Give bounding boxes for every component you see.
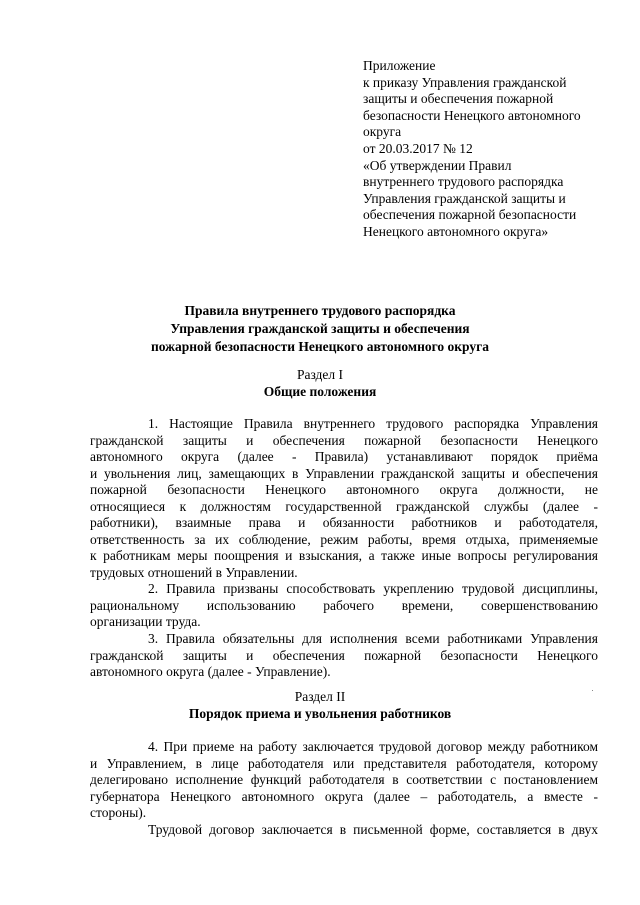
title-line: Правила внутреннего трудового распорядка <box>184 303 456 318</box>
appendix-block <box>363 58 613 241</box>
appendix-line: защиты и обеспечения пожарной <box>363 91 554 107</box>
paragraph-line: делегировано исполнение функций работодателя в соответствии с постановлением <box>90 772 598 787</box>
paragraph-line: трудовых отношений в Управлении. <box>90 564 298 580</box>
appendix-line: внутреннего трудового распорядка <box>363 174 564 190</box>
scan-speck <box>592 690 593 691</box>
appendix-line: Приложение <box>363 58 436 73</box>
appendix-line: от 20.03.2017 № 12 <box>363 140 473 156</box>
paragraph-line: 1. Настоящие Правила внутреннего трудового распорядка Управления <box>148 416 598 431</box>
paragraph-2 <box>90 581 598 631</box>
paragraph-line: ответственность за их соблюдение, режим работы, время отдыха, применяемые <box>90 531 598 547</box>
document-title <box>80 302 560 356</box>
paragraph-line: стороны). <box>90 805 147 820</box>
paragraph-line: Трудовой договор заключается в письменной форме, составляется в двух <box>148 822 598 837</box>
appendix-line: Управления гражданской защиты и <box>363 190 566 206</box>
appendix-line: обеспечения пожарной безопасности <box>363 207 577 223</box>
paragraph-line: гражданской защиты и обеспечения пожарной безопасности Ненецкого <box>90 647 598 663</box>
paragraph-line: к работникам меры поощрения и взыскания, а также иные вопросы регулирования <box>90 548 598 563</box>
appendix-line: «Об утверждении Правил <box>363 157 512 173</box>
section-1-title: Общие положения <box>263 384 377 399</box>
paragraph-line: 3. Правила обязательны для исполнения всеми работниками Управления <box>148 631 598 646</box>
section-2-title: Порядок приема и увольнения работников <box>188 706 452 721</box>
paragraph-3 <box>90 631 598 681</box>
appendix-line: к приказу Управления гражданской <box>363 74 567 90</box>
paragraph-line: и увольнения лиц, замещающих в Управлении гражданской защиты и обеспечения <box>90 465 598 481</box>
paragraph-line: и Управлением, в лице работодателя или представителя работодателя, которому <box>90 755 598 771</box>
section-2-label: Раздел II <box>294 689 346 704</box>
paragraph-line: гражданской защиты и обеспечения пожарной безопасности Ненецкого <box>90 432 598 448</box>
paragraph-line: организации труда. <box>90 614 201 629</box>
paragraph-line: 4. При приеме на работу заключается трудовой договор между работником <box>148 739 598 754</box>
paragraph-line: 2. Правила призваны способствовать укреплению трудовой дисциплины, <box>148 581 598 596</box>
title-line: Управления гражданской защиты и обеспечения <box>170 321 470 336</box>
paragraph-line: губернатора Ненецкого автономного округа (далее – работодатель, а вместе - <box>90 788 598 804</box>
paragraph-line: относящиеся к должностям государственной гражданской службы (далее - <box>90 498 598 514</box>
paragraph-line: автономного округа (далее - Управление). <box>90 664 331 679</box>
title-line: пожарной безопасности Ненецкого автономного округа <box>150 339 490 354</box>
appendix-line: безопасности Ненецкого автономного <box>363 107 581 123</box>
paragraph-line: рациональному использованию рабочего времени, совершенствованию <box>90 597 598 613</box>
paragraph-line: пожарной безопасности Ненецкого автономного округа должности, не <box>90 482 598 497</box>
paragraph-1 <box>90 416 598 581</box>
paragraph-5 <box>90 822 598 839</box>
paragraph-line: работники), взаимные права и обязанности работников и работодателя, <box>90 515 598 530</box>
appendix-line: округа <box>363 124 402 140</box>
paragraph-4 <box>90 739 598 822</box>
paragraph-line: автономного округа (далее - Правила) устанавливают порядок приёма <box>90 449 598 464</box>
section-1-label: Раздел I <box>296 367 344 382</box>
appendix-line: Ненецкого автономного округа» <box>363 223 549 239</box>
